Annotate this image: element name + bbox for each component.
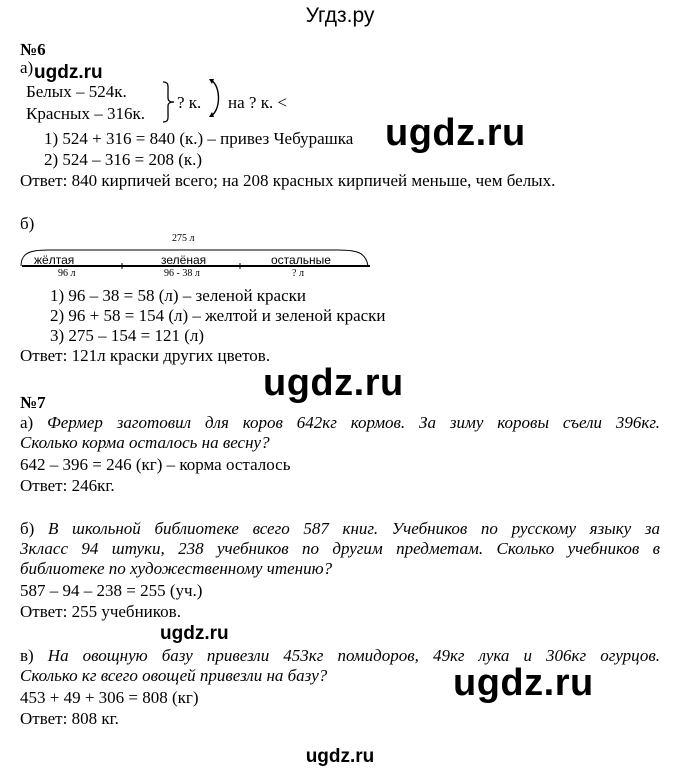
segment-other-label: остальные <box>271 253 331 267</box>
task6a-brace-icon <box>160 80 176 124</box>
task7b-problem-text: В школьной библиотеке всего 587 книг. Учебников по русскому языку за <box>47 519 661 538</box>
task6b-step2: 2) 96 + 58 = 154 (л) – желтой и зеленой краски <box>50 306 386 325</box>
site-header: Угдз.ру <box>305 4 375 27</box>
task6a-compare-arc-icon <box>208 76 224 122</box>
task7c-label: в) <box>20 646 34 665</box>
task7a-problem-line1 <box>20 413 660 433</box>
watermark-large: ugdz.ru <box>453 662 594 704</box>
task6b-answer: Ответ: 121л краски других цветов. <box>20 346 271 365</box>
task7b-problem-line1 <box>20 519 660 539</box>
task6a-diff-question: на ? к. < <box>228 93 288 112</box>
watermark-large: ugdz.ru <box>263 362 404 404</box>
watermark-small: ugdz.ru <box>34 62 103 83</box>
task7b-label: б) <box>20 519 35 538</box>
task7c-problem-line2: Сколько кг всего овощей привезли на базу? <box>20 666 328 685</box>
diagram-total-label: 275 л <box>172 233 195 244</box>
segment-yellow-label: жёлтая <box>34 253 75 267</box>
task6a-row-red: Красных – 316к. <box>26 104 145 123</box>
task7a-solution: 642 – 396 = 246 (кг) – корма осталось <box>20 455 291 474</box>
task6a-total-question: ? к. <box>177 93 202 112</box>
task7a-answer: Ответ: 246кг. <box>20 476 115 495</box>
task6a-row-white: Белых – 524к. <box>26 82 127 101</box>
task6-number: №6 <box>20 40 46 59</box>
task7c-problem-text: На овощную базу привезли 453кг помидоров, 49кг лука и 306кг огурцов. <box>47 646 661 665</box>
task7a-problem-line2: Сколько корма осталось на весну? <box>20 433 270 452</box>
task7-number: №7 <box>20 393 46 412</box>
task7b-problem-line2: 3класс 94 штуки, 238 учебников по другим предметам. Сколько учебников в <box>20 539 660 558</box>
task6b-step1: 1) 96 – 38 = 58 (л) – зеленой краски <box>50 286 306 305</box>
segment-other-value: ? л <box>292 268 304 279</box>
task7a-label: а) <box>20 413 34 432</box>
watermark-large: ugdz.ru <box>385 112 526 154</box>
task7c-answer: Ответ: 808 кг. <box>20 709 119 728</box>
watermark-footer: ugdz.ru <box>305 746 375 767</box>
task6b-label: б) <box>20 214 35 233</box>
segment-green-value: 96 - 38 л <box>164 268 200 279</box>
task7b-solution: 587 – 94 – 238 = 255 (уч.) <box>20 581 203 600</box>
task7b-problem-line3: библиотеке по художественному чтению? <box>20 559 333 578</box>
watermark-small: ugdz.ru <box>160 623 229 644</box>
task6a-step1: 1) 524 + 316 = 840 (к.) – привез Чебурашка <box>44 129 354 148</box>
task6a-label: а) <box>20 58 34 77</box>
task6b-step3: 3) 275 – 154 = 121 (л) <box>50 326 205 345</box>
task7b-answer: Ответ: 255 учебников. <box>20 602 181 621</box>
segment-green-label: зелёная <box>161 253 207 267</box>
task7a-problem-text: Фермер заготовил для коров 642кг кормов. За зиму коровы съели 396кг. <box>47 413 660 432</box>
task7c-solution: 453 + 49 + 306 = 808 (кг) <box>20 688 199 707</box>
task6a-step2: 2) 524 – 316 = 208 (к.) <box>44 150 203 169</box>
segment-yellow-value: 96 л <box>58 268 76 279</box>
task6a-answer: Ответ: 840 кирпичей всего; на 208 красных кирпичей меньше, чем белых. <box>20 171 556 190</box>
